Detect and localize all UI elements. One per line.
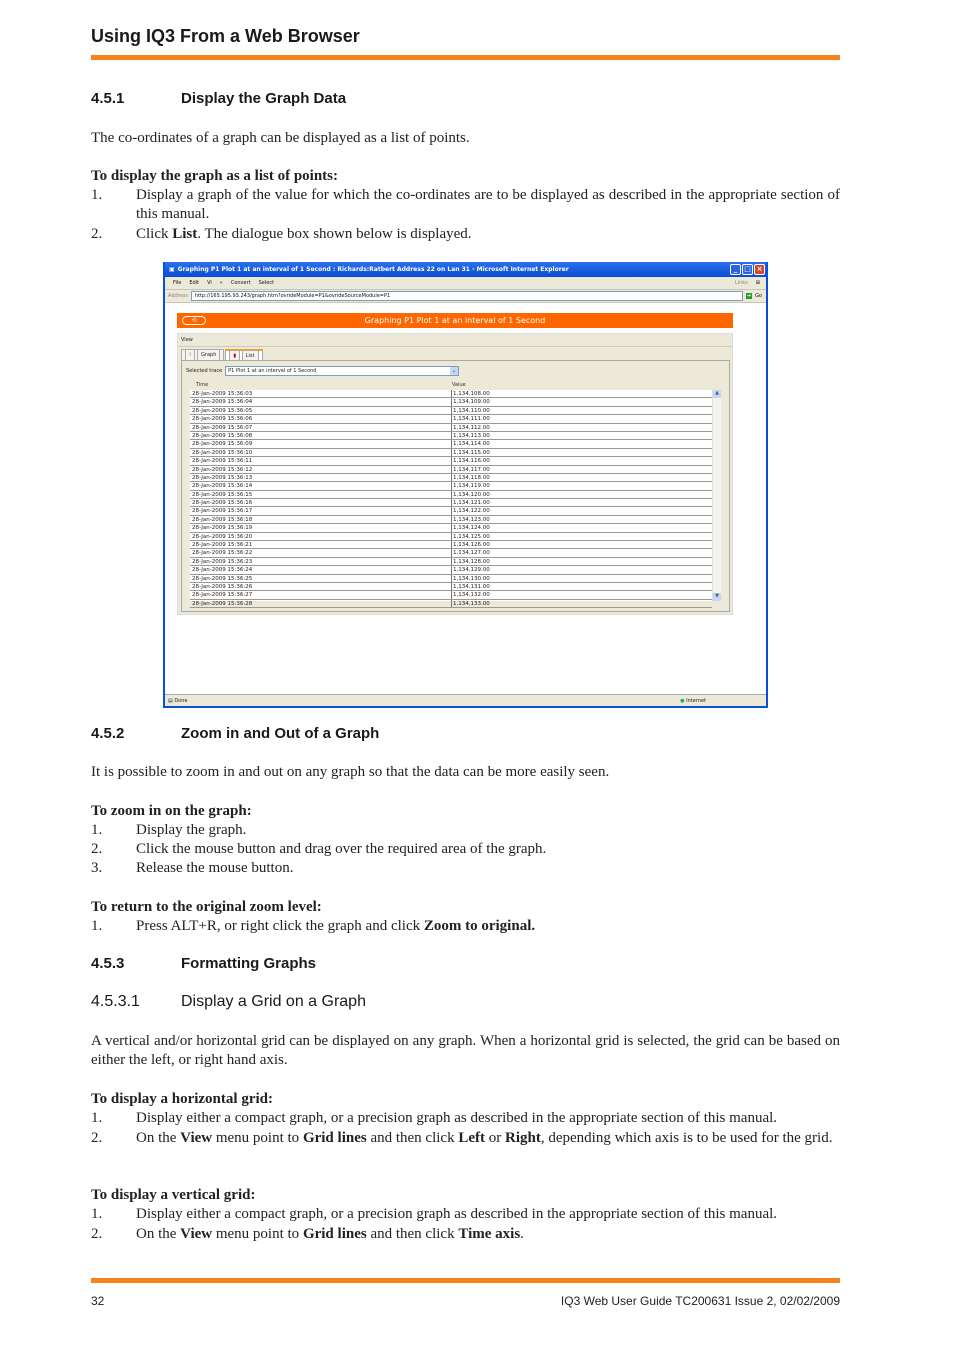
item-text: Display a graph of the value for which the co-ordinates are to be displayed as described in the appropriate section of this manual. [136, 187, 840, 222]
item-number: 2. [91, 1130, 103, 1146]
value-cell: 1,134,131.00 [453, 583, 490, 590]
table-row[interactable] [190, 533, 712, 541]
footer-rule [91, 1278, 840, 1283]
menu-bar [165, 277, 766, 290]
time-cell: 28-Jan-2009 15:36:06 [190, 415, 452, 422]
value-cell: 1,134,115.00 [453, 449, 490, 456]
table-row[interactable] [190, 591, 712, 599]
subsection-title: Display a Grid on a Graph [181, 993, 366, 1010]
time-cell: 28-Jan-2009 15:36:13 [190, 474, 452, 481]
section-number: 4.5.3 [91, 955, 125, 972]
column-value[interactable]: Value [452, 382, 466, 388]
table-row[interactable] [190, 575, 712, 583]
value-cell: 1,134,128.00 [453, 558, 490, 565]
menu-file[interactable]: File [173, 280, 182, 286]
item-text: Display the graph. [136, 822, 247, 838]
select-button[interactable]: Select [258, 280, 275, 286]
bold-term: Right [505, 1130, 541, 1146]
value-cell: 1,134,125.00 [453, 533, 490, 540]
browser-screenshot [163, 262, 768, 708]
time-cell: 28-Jan-2009 15:36:28 [190, 600, 452, 607]
bold-term: Grid lines [302, 1226, 367, 1242]
table-row[interactable] [190, 440, 712, 448]
table-row[interactable] [190, 516, 712, 524]
menu-overflow[interactable]: » [219, 280, 223, 286]
list-item [91, 225, 840, 244]
table-row[interactable] [190, 499, 712, 507]
time-cell: 28-Jan-2009 15:36:08 [190, 432, 452, 439]
value-cell: 1,134,110.00 [453, 407, 490, 414]
table-row[interactable] [190, 474, 712, 482]
list-item [91, 821, 840, 840]
item-number: 1. [91, 918, 103, 934]
address-input[interactable] [191, 291, 743, 301]
text: . The dialogue box shown below is displayed. [197, 226, 472, 242]
bold-term: List [172, 226, 198, 242]
value-cell: 1,134,113.00 [453, 432, 490, 439]
table-row[interactable] [190, 507, 712, 515]
table-row[interactable] [190, 449, 712, 457]
bold-term: View [180, 1226, 213, 1242]
time-cell: 28-Jan-2009 15:36:27 [190, 591, 452, 598]
value-cell: 1,134,124.00 [453, 525, 490, 532]
text: , depending which axis is to be used for the grid. [540, 1130, 833, 1146]
text: and then click [366, 1130, 459, 1146]
list-item [91, 1109, 840, 1128]
item-number: 2. [91, 1226, 103, 1242]
item-text [136, 1129, 840, 1148]
procedure-title: To zoom in on the graph: [91, 803, 252, 819]
zone [680, 698, 766, 704]
time-cell: 28-Jan-2009 15:36:05 [190, 407, 452, 414]
paragraph: The co-ordinates of a graph can be displayed as a list of points. [91, 130, 470, 146]
item-number: 2. [91, 226, 103, 242]
ie-icon: ▣ [169, 266, 175, 273]
view-menu[interactable]: View [178, 334, 732, 347]
table-row[interactable] [190, 432, 712, 440]
text: On the [136, 1130, 181, 1146]
list-item [91, 186, 840, 224]
list-item [91, 840, 840, 859]
document-reference: IQ3 Web User Guide TC200631 Issue 2, 02/02/2009 [560, 1294, 840, 1308]
time-cell: 28-Jan-2009 15:36:11 [190, 457, 452, 464]
time-cell: 28-Jan-2009 15:36:15 [190, 491, 452, 498]
value-cell: 1,134,114.00 [453, 441, 490, 448]
refresh-button[interactable]: ⟲ [182, 316, 206, 325]
item-number: 3. [91, 860, 103, 876]
table-row[interactable] [190, 558, 712, 566]
selected-trace-dropdown[interactable] [225, 366, 459, 376]
text: Click [136, 226, 173, 242]
text: or [485, 1130, 505, 1146]
procedure-title: To display a horizontal grid: [91, 1091, 273, 1107]
time-cell: 28-Jan-2009 15:36:18 [190, 516, 452, 523]
subsection-number: 4.5.3.1 [91, 993, 140, 1010]
globe-icon: ● [680, 697, 685, 704]
table-row[interactable] [190, 424, 712, 432]
time-cell: 28-Jan-2009 15:36:16 [190, 499, 452, 506]
list-item [91, 917, 840, 936]
address-label: Address [168, 293, 188, 299]
list-scrollbar[interactable] [712, 390, 721, 601]
table-row[interactable] [190, 466, 712, 474]
list-icon: ▮ [229, 350, 240, 362]
item-text: Display either a compact graph, or a precision graph as described in the appropriate section of this manual. [136, 1206, 778, 1222]
close-button[interactable]: × [754, 264, 765, 275]
time-cell: 28-Jan-2009 15:36:12 [190, 466, 452, 473]
value-cell: 1,134,120.00 [453, 491, 490, 498]
list-tab-body [181, 360, 730, 612]
bold-term: Grid lines [302, 1130, 367, 1146]
item-text [136, 225, 840, 244]
time-cell: 28-Jan-2009 15:36:21 [190, 541, 452, 548]
convert-button[interactable]: Convert [230, 280, 251, 286]
item-number: 1. [91, 822, 103, 838]
time-cell: 28-Jan-2009 15:36:19 [190, 524, 452, 531]
list-header [190, 381, 731, 389]
item-text: Release the mouse button. [136, 860, 294, 876]
procedure-title: To display the graph as a list of points: [91, 168, 339, 184]
window-title: Graphing P1 Plot 1 at an interval of 1 Second : Richards:Ratbert Address 22 on Lan 31 - Microsoft Internet Explorer [177, 266, 569, 273]
page-header-title: Using IQ3 From a Web Browser [91, 26, 360, 46]
value-cell: 1,134,116.00 [453, 458, 490, 465]
time-cell: 28-Jan-2009 15:36:07 [190, 424, 452, 431]
section-number: 4.5.1 [91, 90, 125, 107]
column-time[interactable]: Time [196, 382, 209, 388]
time-cell: 28-Jan-2009 15:36:04 [190, 398, 452, 405]
value-cell: 1,134,126.00 [453, 542, 490, 549]
chevron-down-icon: ⌄ [452, 368, 457, 374]
menu-view[interactable]: Vi [207, 280, 212, 286]
title-bar [165, 262, 766, 277]
graph-panel [177, 333, 733, 615]
links-button[interactable]: Links [734, 280, 748, 286]
table-row[interactable] [190, 407, 712, 415]
time-cell: 28-Jan-2009 15:36:24 [190, 566, 452, 573]
value-cell: 1,134,112.00 [453, 424, 490, 431]
value-cell: 1,134,129.00 [453, 567, 490, 574]
selected-trace-label: Selected trace [186, 368, 223, 374]
value-cell: 1,134,123.00 [453, 516, 490, 523]
scroll-up-icon[interactable]: ▲ [713, 390, 721, 398]
procedure-title: To display a vertical grid: [91, 1187, 256, 1203]
go-button[interactable]: Go [755, 293, 762, 299]
section-title: Display the Graph Data [181, 90, 347, 107]
text: Press ALT+R, or right click the graph and click [136, 918, 424, 934]
time-cell: 28-Jan-2009 15:36:20 [190, 533, 452, 540]
banner-title: Graphing P1 Plot 1 at an interval of 1 Second [364, 316, 546, 325]
time-cell: 28-Jan-2009 15:36:14 [190, 482, 452, 489]
address-bar [165, 290, 766, 303]
bold-term: Time axis [458, 1226, 521, 1242]
value-cell: 1,134,127.00 [453, 550, 490, 557]
table-row[interactable] [190, 390, 712, 398]
bold-term: Left [458, 1130, 485, 1146]
maximize-button[interactable]: □ [742, 264, 753, 275]
item-text: Display either a compact graph, or a precision graph as described in the appropriate section of this manual. [136, 1110, 778, 1126]
table-row[interactable] [190, 398, 712, 406]
table-row[interactable] [190, 524, 712, 532]
bold-term: View [180, 1130, 213, 1146]
section-number: 4.5.2 [91, 725, 125, 742]
value-cell: 1,134,133.00 [453, 600, 490, 607]
time-cell: 28-Jan-2009 15:36:25 [190, 575, 452, 582]
minimize-button[interactable]: _ [730, 264, 741, 275]
value-cell: 1,134,122.00 [453, 508, 490, 515]
time-cell: 28-Jan-2009 15:36:26 [190, 583, 452, 590]
table-row[interactable] [190, 549, 712, 557]
text: On the [136, 1226, 181, 1242]
tab-label: List [242, 350, 259, 362]
value-cell: 1,134,109.00 [453, 399, 490, 406]
value-cell: 1,134,121.00 [453, 500, 490, 507]
text: . [520, 1226, 524, 1242]
time-cell: 28-Jan-2009 15:36:17 [190, 507, 452, 514]
scroll-down-icon[interactable]: ▼ [713, 593, 721, 601]
value-cell: 1,134,119.00 [453, 483, 490, 490]
item-number: 1. [91, 1206, 103, 1222]
list-item [91, 1129, 840, 1148]
page-content [165, 303, 766, 693]
table-row[interactable] [190, 566, 712, 574]
graph-icon: ⌇ [185, 349, 195, 361]
table-row[interactable] [190, 415, 712, 423]
selected-trace-value: P1 Plot 1 at an interval of 1 Second [228, 368, 317, 374]
text: and then click [366, 1226, 459, 1242]
item-text [136, 917, 840, 936]
list-item [91, 1225, 840, 1244]
table-row[interactable] [190, 583, 712, 591]
value-cell: 1,134,117.00 [453, 466, 490, 473]
item-text: Click the mouse button and drag over the required area of the graph. [136, 841, 547, 857]
url-text: http://165.195.93.243/graph.htm?ovrideModule=P1&ovrideSourceModule=P1 [194, 293, 391, 299]
windows-logo-icon: ⊞ [755, 280, 760, 286]
value-cell: 1,134,118.00 [453, 474, 490, 481]
header-rule [91, 55, 840, 60]
time-cell: 28-Jan-2009 15:36:09 [190, 440, 452, 447]
value-cell: 1,134,132.00 [453, 592, 490, 599]
text: menu point to [212, 1226, 303, 1242]
bold-term: Zoom to original. [423, 918, 536, 934]
item-text [136, 1225, 840, 1244]
paragraph: A vertical and/or horizontal grid can be displayed on any graph. When a horizontal grid is selected, the grid can be based on either the left, or right hand axis. [91, 1033, 840, 1068]
go-arrow-icon[interactable]: ➔ [746, 293, 752, 299]
selected-trace-row [186, 366, 459, 376]
item-number: 2. [91, 841, 103, 857]
graph-banner [177, 313, 733, 328]
item-number: 1. [91, 187, 103, 203]
list-item [91, 1205, 840, 1224]
text: menu point to [212, 1130, 303, 1146]
status-text: Done [174, 697, 188, 704]
zone-text: Internet [686, 697, 706, 704]
tab-label: Graph [197, 349, 220, 361]
item-number: 1. [91, 1110, 103, 1126]
menu-edit[interactable]: Edit [189, 280, 200, 286]
paragraph: It is possible to zoom in and out on any graph so that the data can be more easily seen. [91, 764, 610, 780]
table-row[interactable] [190, 541, 712, 549]
table-row[interactable] [190, 457, 712, 465]
table-row[interactable] [190, 491, 712, 499]
value-cell: 1,134,111.00 [453, 416, 490, 423]
list-item [91, 859, 840, 878]
value-cell: 1,134,108.00 [453, 391, 490, 397]
section-title: Zoom in and Out of a Graph [181, 725, 380, 742]
value-cell: 1,134,130.00 [453, 575, 490, 582]
page-number: 32 [91, 1294, 105, 1308]
time-cell: 28-Jan-2009 15:36:22 [190, 549, 452, 556]
time-cell: 28-Jan-2009 15:36:10 [190, 449, 452, 456]
list-rows [190, 390, 712, 607]
table-row[interactable] [190, 482, 712, 490]
procedure-title: To return to the original zoom level: [91, 899, 322, 915]
section-title: Formatting Graphs [181, 955, 317, 972]
status-bar [165, 694, 766, 706]
page-icon: ▤ [168, 697, 175, 704]
points-list [190, 381, 731, 607]
time-cell: 28-Jan-2009 15:36:03 [190, 390, 452, 397]
time-cell: 28-Jan-2009 15:36:23 [190, 558, 452, 565]
table-row[interactable] [190, 600, 712, 608]
